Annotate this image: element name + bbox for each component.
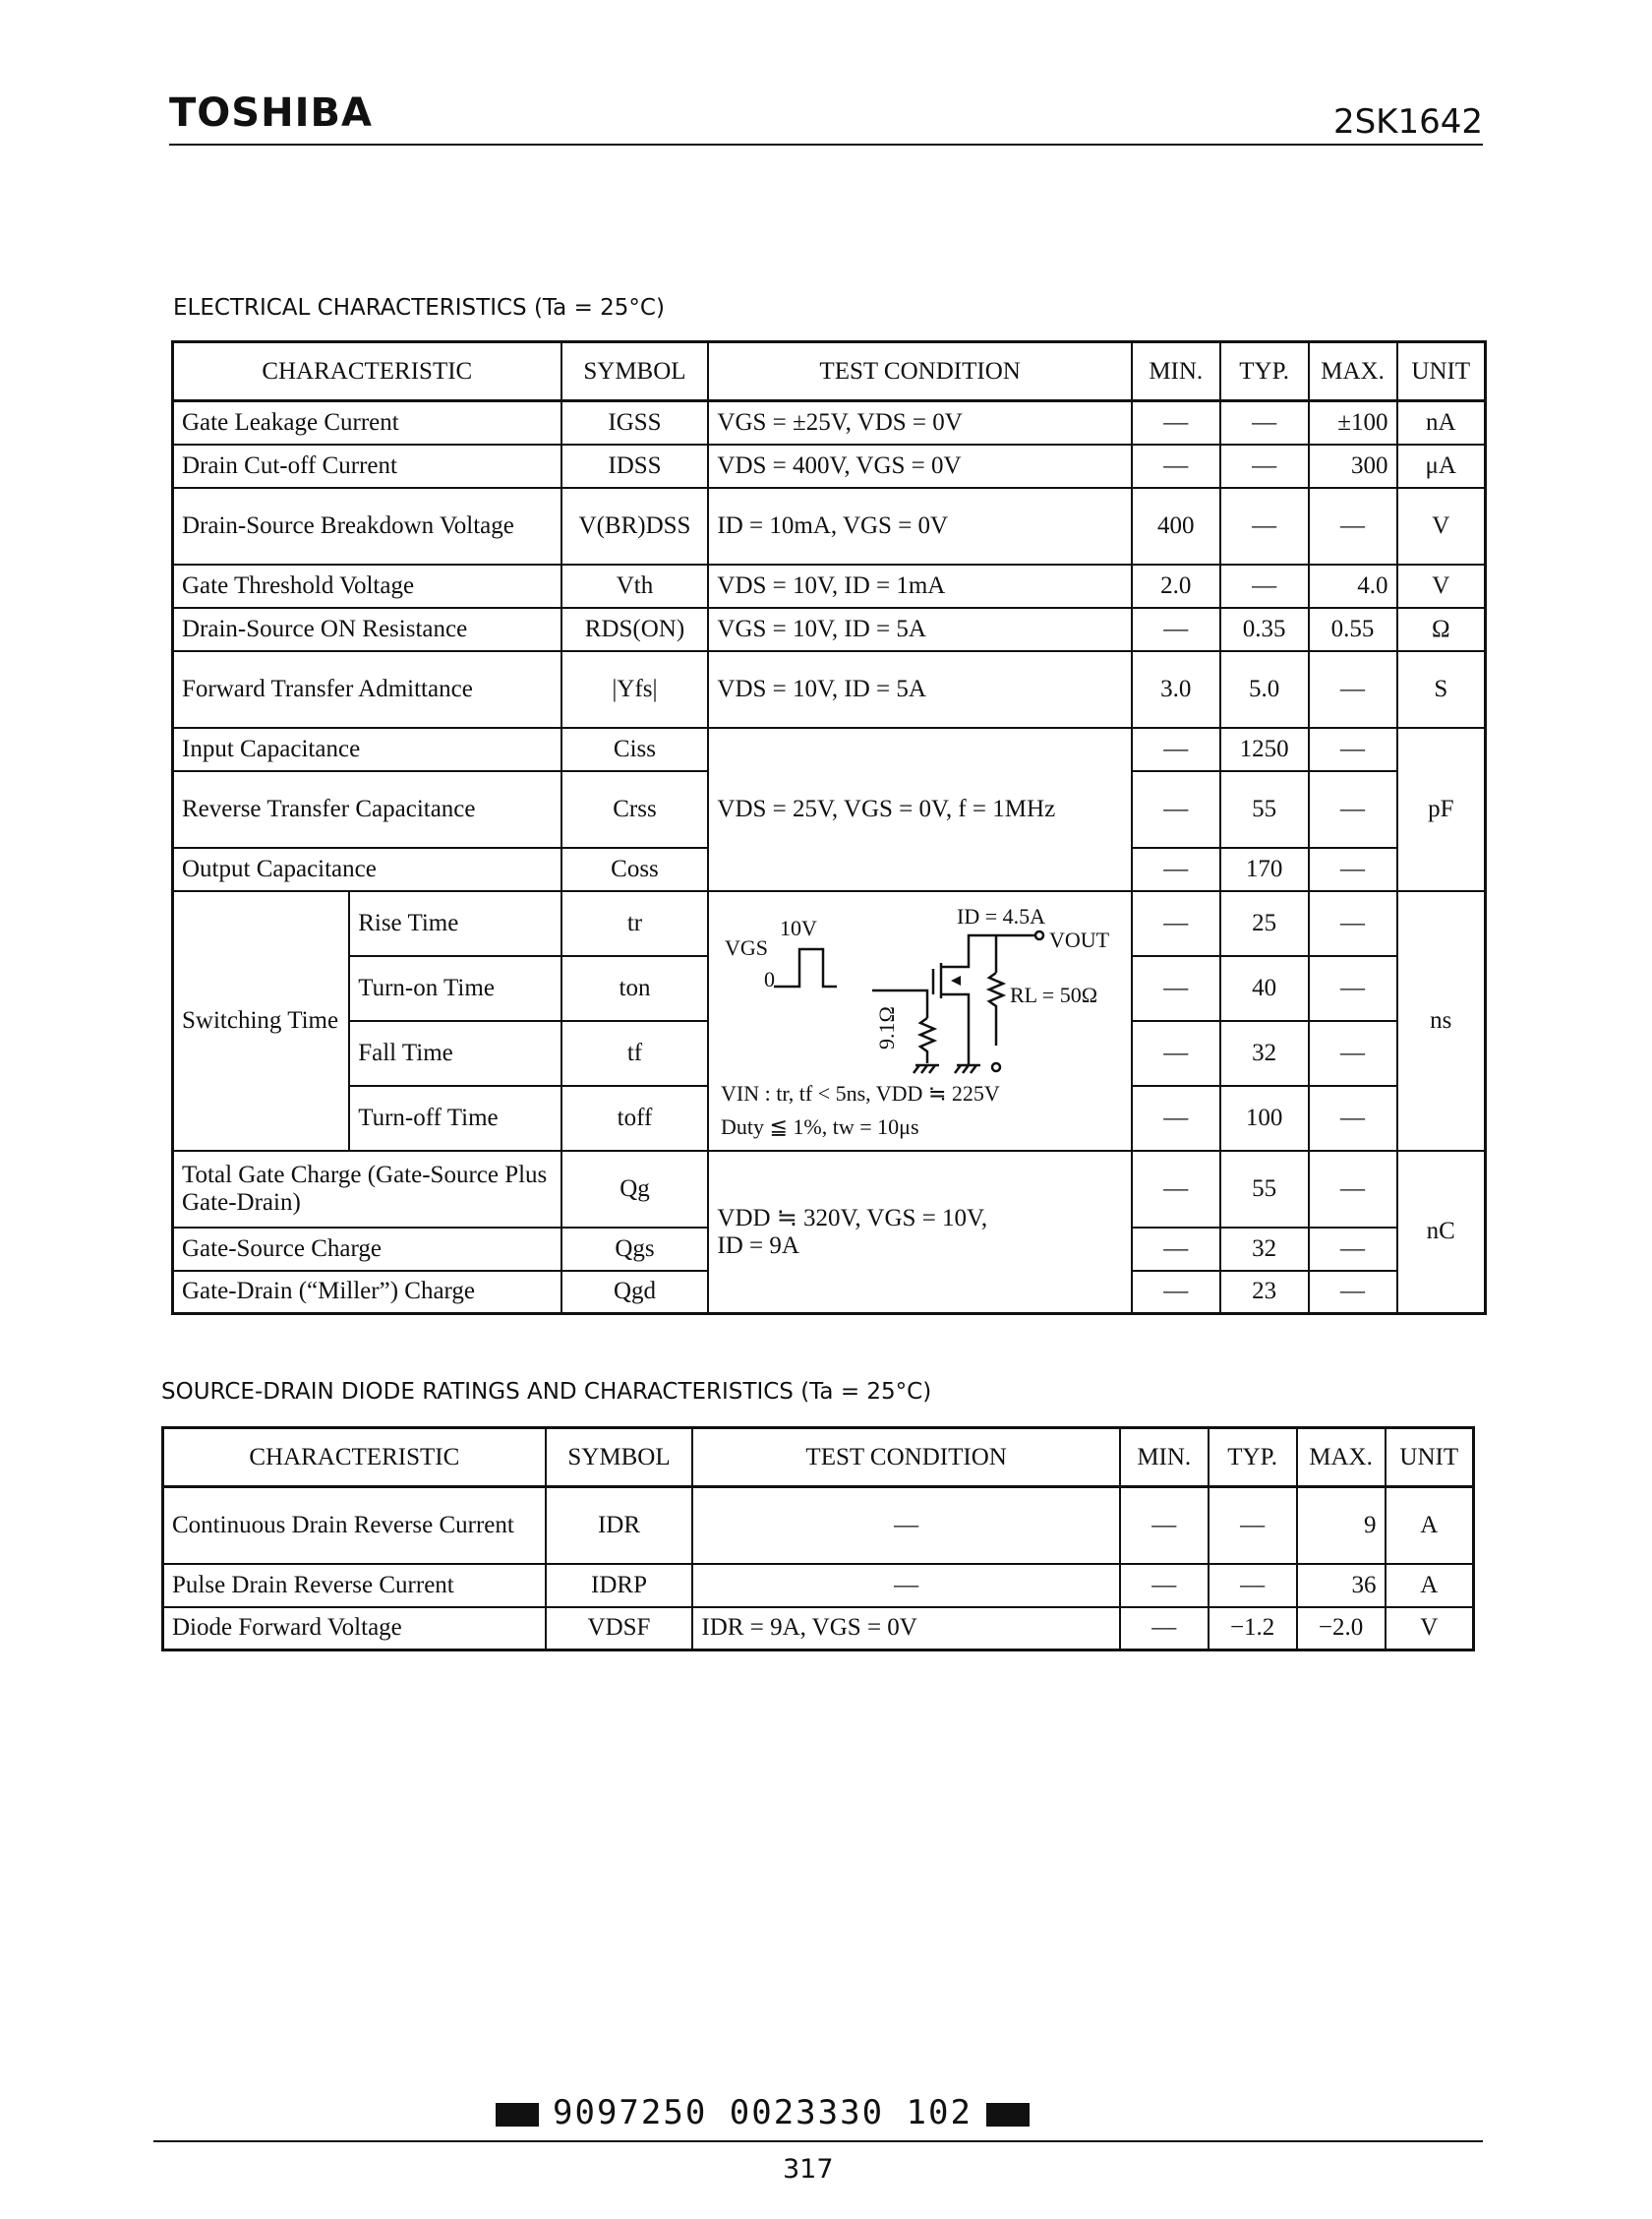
characteristic-cell: Reverse Transfer Capacitance [173,771,561,848]
typ-cell: — [1209,1564,1297,1607]
circuit-label-10v: 10V [780,915,818,940]
switching-group-label: Switching Time [173,891,350,1151]
condition-cell [708,1151,1131,1314]
max-cell: — [1309,848,1397,891]
symbol-cell: IGSS [561,401,709,445]
typ-cell: 55 [1220,771,1309,848]
load-resistor [989,973,1003,1046]
min-cell: — [1132,956,1220,1021]
max-cell: 300 [1309,445,1397,488]
min-cell: — [1132,401,1220,445]
col-symbol: SYMBOL [561,342,709,401]
unit-cell: A [1386,1564,1474,1607]
typ-cell: 1250 [1220,728,1309,771]
symbol-cell: Coss [561,848,709,891]
circuit-label-vgs: VGS [725,934,769,960]
min-cell: — [1132,728,1220,771]
unit-cell: pF [1397,728,1486,891]
col-typ: TYP. [1209,1428,1297,1487]
symbol-cell: VDSF [546,1607,693,1650]
symbol-cell: tr [561,891,709,956]
document-code: 9097250 0023330 102 [553,2093,973,2132]
max-cell: 9 [1297,1487,1386,1564]
table-row [173,651,1486,728]
table-row [173,728,1486,771]
condition-cell: IDR = 9A, VGS = 0V [692,1607,1119,1650]
typ-cell: — [1220,565,1309,608]
symbol-cell: Qgs [561,1228,709,1271]
unit-cell: μA [1397,445,1486,488]
characteristic-cell: Gate Leakage Current [173,401,561,445]
min-cell: — [1132,1151,1220,1228]
condition-cell: VDS = 10V, ID = 1mA [708,565,1131,608]
symbol-cell: V(BR)DSS [561,488,709,565]
ground-symbol [914,1065,939,1073]
min-cell: — [1132,445,1220,488]
characteristic-cell: Turn-off Time [349,1086,560,1151]
input-pulse-waveform [774,949,837,987]
min-cell: — [1132,1021,1220,1086]
charge-condition-line-1: VDD ≒ 320V, VGS = 10V, [717,1205,988,1232]
characteristic-cell: Total Gate Charge (Gate-Source Plus Gate-Drain) [173,1151,561,1228]
unit-cell: S [1397,651,1486,728]
vdd-terminal [992,1063,1000,1071]
symbol-cell: IDSS [561,445,709,488]
characteristic-cell: Drain-Source ON Resistance [173,608,561,651]
characteristic-cell: Gate-Source Charge [173,1228,561,1271]
characteristic-cell: Drain-Source Breakdown Voltage [173,488,561,565]
circuit-label-vout: VOUT [1049,927,1110,952]
min-cell: — [1132,608,1220,651]
col-max: MAX. [1309,342,1397,401]
part-number: 2SK1642 [1332,102,1483,142]
typ-cell: −1.2 [1209,1607,1297,1650]
switching-test-circuit [708,891,1131,1151]
typ-cell: 32 [1220,1228,1309,1271]
circuit-label-id: ID = 4.5A [957,903,1046,929]
characteristic-cell: Gate-Drain (“Miller”) Charge [173,1271,561,1314]
unit-cell: V [1397,488,1486,565]
min-cell: — [1132,891,1220,956]
charge-condition-line-2: ID = 9A [717,1232,799,1260]
diode-table [161,1426,1475,1651]
symbol-cell: Ciss [561,728,709,771]
max-cell: — [1309,651,1397,728]
circuit-note-duty: Duty ≦ 1%, tw = 10μs [721,1113,919,1139]
symbol-cell: Qgd [561,1271,709,1314]
table-row [163,1607,1474,1650]
characteristic-cell: Turn-on Time [349,956,560,1021]
symbol-cell: ton [561,956,709,1021]
gate-resistor [920,1018,934,1063]
condition-cell: VGS = ±25V, VDS = 0V [708,401,1131,445]
min-cell: — [1120,1487,1209,1564]
min-cell: — [1132,1086,1220,1151]
table-row [163,1487,1474,1564]
max-cell: — [1309,1271,1397,1314]
symbol-cell: |Yfs| [561,651,709,728]
min-cell: — [1132,848,1220,891]
max-cell: — [1309,891,1397,956]
condition-cell: ID = 10mA, VGS = 0V [708,488,1131,565]
col-characteristic: CHARACTERISTIC [163,1428,546,1487]
typ-cell: 5.0 [1220,651,1309,728]
characteristic-cell: Diode Forward Voltage [163,1607,546,1650]
unit-cell: V [1397,565,1486,608]
condition-cell: VGS = 10V, ID = 5A [708,608,1131,651]
min-cell: — [1132,771,1220,848]
symbol-cell: tf [561,1021,709,1086]
table-row [173,445,1486,488]
characteristic-cell: Input Capacitance [173,728,561,771]
electrical-section-title: ELECTRICAL CHARACTERISTICS (Ta = 25°C) [173,295,665,321]
col-test-condition: TEST CONDITION [692,1428,1119,1487]
max-cell: 0.55 [1309,608,1397,651]
symbol-cell: IDRP [546,1564,693,1607]
min-cell: — [1120,1607,1209,1650]
table-header-row [173,342,1486,401]
typ-cell: 55 [1220,1151,1309,1228]
min-cell: — [1132,1228,1220,1271]
typ-cell: 170 [1220,848,1309,891]
max-cell: — [1309,956,1397,1021]
condition-cell: VDS = 10V, ID = 5A [708,651,1131,728]
mosfet-arrow [951,976,961,986]
typ-cell: 25 [1220,891,1309,956]
circuit-note-timing: VIN : tr, tf < 5ns, VDD ≒ 225V [721,1080,1001,1106]
min-cell: — [1132,1271,1220,1314]
col-max: MAX. [1297,1428,1386,1487]
symbol-cell: Crss [561,771,709,848]
symbol-cell: Qg [561,1151,709,1228]
table-row [173,488,1486,565]
unit-cell: nC [1397,1151,1486,1314]
table-row [163,1564,1474,1607]
table-row [173,401,1486,445]
barcode-line [482,2093,1043,2132]
table-row [173,608,1486,651]
max-cell: — [1309,728,1397,771]
characteristic-cell: Continuous Drain Reverse Current [163,1487,546,1564]
characteristic-cell: Drain Cut-off Current [173,445,561,488]
unit-cell: ns [1397,891,1486,1151]
drain-wire [941,935,1035,967]
characteristic-cell: Pulse Drain Reverse Current [163,1564,546,1607]
typ-cell: — [1209,1487,1297,1564]
condition-cell: — [692,1564,1119,1607]
typ-cell: — [1220,401,1309,445]
header-rule [169,144,1483,146]
condition-cell: — [692,1487,1119,1564]
characteristic-cell: Gate Threshold Voltage [173,565,561,608]
typ-cell: 32 [1220,1021,1309,1086]
barcode-block-right [986,2103,1030,2127]
max-cell: — [1309,1151,1397,1228]
brand-logo: TOSHIBA [169,90,373,136]
typ-cell: — [1220,445,1309,488]
min-cell: 2.0 [1132,565,1220,608]
typ-cell: 0.35 [1220,608,1309,651]
max-cell: — [1309,1086,1397,1151]
min-cell: 3.0 [1132,651,1220,728]
max-cell: — [1309,1228,1397,1271]
unit-cell: nA [1397,401,1486,445]
characteristic-cell: Forward Transfer Admittance [173,651,561,728]
col-min: MIN. [1132,342,1220,401]
switching-circuit-diagram [709,892,1134,1152]
typ-cell: — [1220,488,1309,565]
vout-terminal [1035,931,1043,939]
characteristic-cell: Rise Time [349,891,560,956]
condition-cell: VDS = 400V, VGS = 0V [708,445,1131,488]
typ-cell: 40 [1220,956,1309,1021]
circuit-label-rg: 9.1Ω [874,1005,900,1050]
max-cell: 36 [1297,1564,1386,1607]
col-min: MIN. [1120,1428,1209,1487]
circuit-label-rl: RL = 50Ω [1010,982,1098,1007]
page-number: 317 [783,2154,834,2185]
table-row [173,565,1486,608]
max-cell: — [1309,771,1397,848]
condition-cell: VDS = 25V, VGS = 0V, f = 1MHz [708,728,1131,891]
max-cell: — [1309,1021,1397,1086]
table-row [173,891,1486,956]
col-unit: UNIT [1386,1428,1474,1487]
characteristic-cell: Fall Time [349,1021,560,1086]
table-header-row [163,1428,1474,1487]
col-unit: UNIT [1397,342,1486,401]
symbol-cell: Vth [561,565,709,608]
circuit-label-zero: 0 [764,966,776,991]
barcode-block-left [496,2103,539,2127]
ground-symbol [955,1065,980,1073]
col-symbol: SYMBOL [546,1428,693,1487]
typ-cell: 23 [1220,1271,1309,1314]
electrical-table [171,340,1487,1315]
source-wire [941,994,969,1065]
max-cell: ±100 [1309,401,1397,445]
unit-cell: Ω [1397,608,1486,651]
table-row [173,1151,1486,1228]
col-typ: TYP. [1220,342,1309,401]
typ-cell: 100 [1220,1086,1309,1151]
col-characteristic: CHARACTERISTIC [173,342,561,401]
max-cell: — [1309,488,1397,565]
characteristic-cell: Output Capacitance [173,848,561,891]
max-cell: 4.0 [1309,565,1397,608]
unit-cell: A [1386,1487,1474,1564]
diode-section-title: SOURCE-DRAIN DIODE RATINGS AND CHARACTERISTICS (Ta = 25°C) [161,1379,932,1405]
symbol-cell: toff [561,1086,709,1151]
footer-rule [153,2140,1483,2142]
symbol-cell: RDS(ON) [561,608,709,651]
symbol-cell: IDR [546,1487,693,1564]
min-cell: 400 [1132,488,1220,565]
col-test-condition: TEST CONDITION [708,342,1131,401]
unit-cell: V [1386,1607,1474,1650]
max-cell: −2.0 [1297,1607,1386,1650]
min-cell: — [1120,1564,1209,1607]
